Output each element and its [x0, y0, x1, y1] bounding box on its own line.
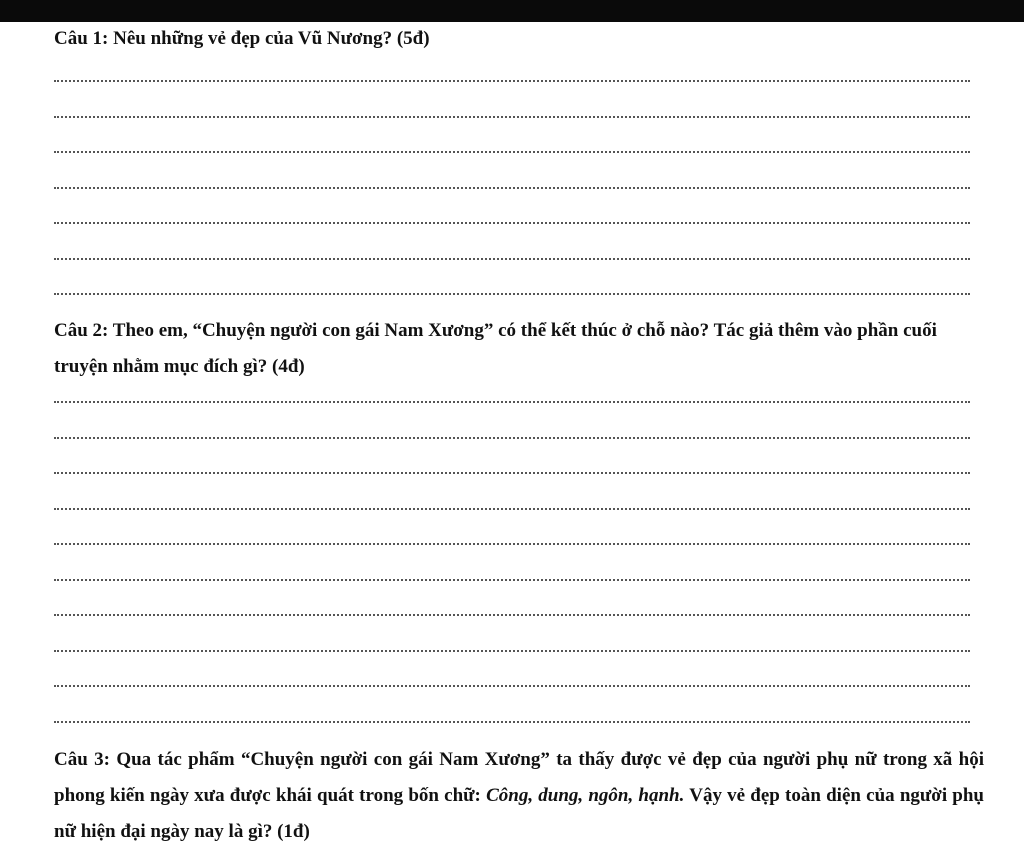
answer-line[interactable]: [54, 543, 970, 545]
question-1: Câu 1: Nêu những vẻ đẹp của Vũ Nương? (5đ): [54, 28, 430, 49]
answer-line[interactable]: [54, 721, 970, 723]
answer-line[interactable]: [54, 80, 970, 82]
top-dark-bar: [0, 0, 1024, 22]
answer-line[interactable]: [54, 258, 970, 260]
question-3: [54, 742, 984, 850]
question-3-italic-virtues: Công, dung, ngôn, hạnh.: [486, 785, 685, 806]
worksheet-page: [0, 22, 1024, 845]
answer-line[interactable]: [54, 151, 970, 153]
question-3-text-part-1: Câu 3: Qua tác phẩm “Chuyện người con gái Nam Xương” ta thấy được vẻ đẹp của người phụ nữ trong xã hội phong kiến ngày xưa được khái quát trong bốn chữ:: [54, 749, 984, 806]
question-3-text-part-2: Vậy vẻ đẹp toàn diện của người phụ nữ hiện đại ngày nay là gì? (1đ): [54, 785, 984, 842]
answer-line[interactable]: [54, 614, 970, 616]
answer-line[interactable]: [54, 187, 970, 189]
answer-line[interactable]: [54, 472, 970, 474]
answer-line[interactable]: [54, 401, 970, 403]
answer-line[interactable]: [54, 508, 970, 510]
answer-line[interactable]: [54, 650, 970, 652]
answer-line[interactable]: [54, 579, 970, 581]
answer-line[interactable]: [54, 222, 970, 224]
question-2: Câu 2: Theo em, “Chuyện người con gái Nam Xương” có thể kết thúc ở chỗ nào? Tác giả thêm vào phần cuối truyện nhằm mục đích gì? (4đ): [54, 320, 937, 377]
answer-line[interactable]: [54, 116, 970, 118]
answer-line[interactable]: [54, 437, 970, 439]
answer-line[interactable]: [54, 293, 970, 295]
answer-line[interactable]: [54, 685, 970, 687]
